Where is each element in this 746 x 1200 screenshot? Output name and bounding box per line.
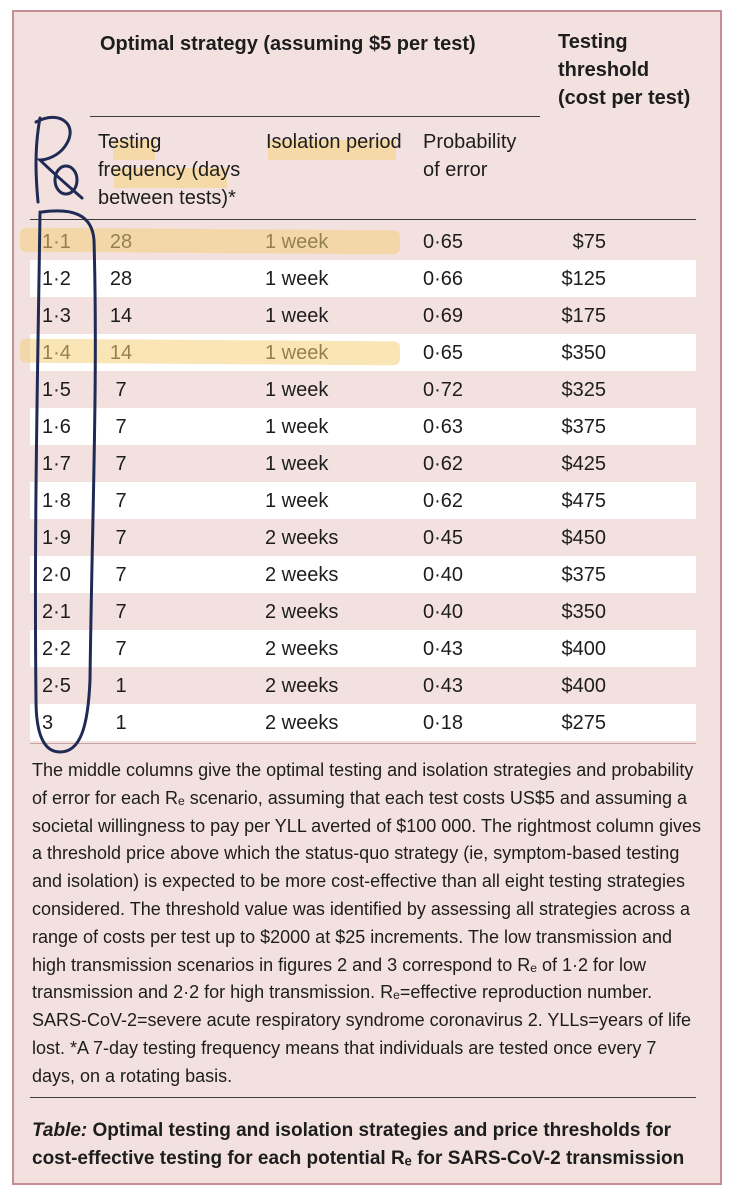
- cell-threshold: $175: [561, 305, 606, 327]
- table-row: [30, 371, 696, 408]
- cell-frequency: 1: [115, 675, 127, 697]
- cell-frequency: 7: [115, 490, 127, 512]
- cell-threshold: $350: [561, 342, 606, 364]
- cell-re: 2·2: [42, 638, 71, 660]
- cell-error: 0·18: [423, 712, 464, 734]
- cell-error: 0·65: [423, 231, 464, 253]
- cell-error: 0·72: [423, 379, 464, 401]
- cell-threshold: $75: [572, 231, 606, 253]
- col-error-line2: of error: [423, 159, 488, 181]
- cell-isolation: 1 week: [265, 379, 329, 401]
- cell-re: 1·5: [42, 379, 71, 401]
- cell-re: 1·9: [42, 527, 71, 549]
- cell-error: 0·40: [423, 601, 464, 623]
- table-row: [30, 297, 696, 334]
- cell-error: 0·43: [423, 638, 464, 660]
- col-freq-line2: frequency (days: [98, 159, 241, 181]
- table-row: [30, 445, 696, 482]
- cell-threshold: $450: [561, 527, 606, 549]
- cell-re: 1·3: [42, 305, 71, 327]
- cell-threshold: $350: [561, 601, 606, 623]
- caption-rule: [30, 1097, 696, 1098]
- cell-error: 0·63: [423, 416, 464, 438]
- cell-error: 0·69: [423, 305, 464, 327]
- cell-error: 0·65: [423, 342, 464, 364]
- col-isolation: Isolation period: [266, 131, 402, 153]
- col-freq-line1: Testing: [98, 131, 162, 153]
- caption-text: Optimal testing and isolation strategies and price thresholds for cost-effective testing for each potential Rₑ for SARS-CoV-2 transmission: [32, 1120, 685, 1169]
- cell-re: 1·7: [42, 453, 71, 475]
- cell-threshold: $325: [561, 379, 606, 401]
- cell-isolation: 1 week: [265, 490, 329, 512]
- cell-error: 0·43: [423, 675, 464, 697]
- cell-re: 1·2: [42, 268, 71, 290]
- cell-threshold: $475: [561, 490, 606, 512]
- cell-re: 2·5: [42, 675, 71, 697]
- cell-error: 0·66: [423, 268, 464, 290]
- row-highlight: [20, 339, 400, 366]
- cell-isolation: 2 weeks: [265, 712, 339, 734]
- cell-threshold: $425: [561, 453, 606, 475]
- cell-isolation: 1 week: [265, 453, 329, 475]
- cell-re: 1·6: [42, 416, 71, 438]
- header-rule: [30, 219, 696, 220]
- table-row: [30, 630, 696, 667]
- cell-error: 0·40: [423, 564, 464, 586]
- cell-frequency: 7: [115, 527, 127, 549]
- threshold-heading-line3: (cost per test): [558, 87, 691, 109]
- cell-error: 0·45: [423, 527, 464, 549]
- table-row: [30, 667, 696, 704]
- subheader-rule: [90, 116, 540, 117]
- cell-re: 1·8: [42, 490, 71, 512]
- cell-frequency: 7: [115, 379, 127, 401]
- threshold-heading-line1: Testing: [558, 31, 628, 53]
- cell-error: 0·62: [423, 490, 464, 512]
- cell-isolation: 2 weeks: [265, 675, 339, 697]
- threshold-heading-line2: threshold: [558, 59, 650, 81]
- table-row: [30, 519, 696, 556]
- table-row: [30, 482, 696, 519]
- row-highlight: [20, 228, 400, 255]
- cell-frequency: 7: [115, 453, 127, 475]
- cell-threshold: $400: [561, 638, 606, 660]
- cell-isolation: 2 weeks: [265, 638, 339, 660]
- cell-isolation: 2 weeks: [265, 601, 339, 623]
- col-freq-line3: between tests)*: [98, 187, 236, 209]
- cell-isolation: 1 week: [265, 305, 329, 327]
- cell-threshold: $400: [561, 675, 606, 697]
- cell-frequency: 14: [109, 305, 133, 327]
- cell-re: 3: [42, 712, 54, 734]
- cell-frequency: 7: [115, 416, 127, 438]
- table-row: [30, 556, 696, 593]
- table-row: [30, 260, 696, 297]
- table-footnote: The middle columns give the optimal testing and isolation strategies and probability of error for each Rₑ scenario, assuming that each test costs US$5 and assuming a societal willingness to pay per YLL averted of $100 000. The rightmost column gives a threshold price above which the status-quo strategy (ie, symptom-based testing and isolation) is expected to be more cost-effective than all eight testing strategies considered. The threshold value was identified by assessing all strategies across a range of costs per test up to $2000 at $25 increments. The low transmission and high transmission scenarios in figures 2 and 3 correspond to Rₑ of 1·2 for low transmission and 2·2 for high transmission. Rₑ=effective reproduction number. SARS-CoV-2=severe acute respiratory syndrome coronavirus 2. YLLs=years of life lost. *A 7-day testing frequency means that individuals are tested once every 7 days, on a rotating basis.: [32, 760, 702, 1086]
- table-row: [30, 593, 696, 630]
- col-error-line1: Probability: [423, 131, 517, 153]
- cell-threshold: $125: [561, 268, 606, 290]
- caption-label: Table:: [32, 1120, 88, 1141]
- cell-error: 0·62: [423, 453, 464, 475]
- table-caption: [32, 1117, 702, 1173]
- cell-threshold: $375: [561, 416, 606, 438]
- cell-re: 2·1: [42, 601, 71, 623]
- table-row: [30, 704, 696, 741]
- cell-frequency: 7: [115, 601, 127, 623]
- cell-isolation: 2 weeks: [265, 527, 339, 549]
- cell-frequency: 1: [115, 712, 127, 734]
- cell-frequency: 7: [115, 638, 127, 660]
- cell-threshold: $275: [561, 712, 606, 734]
- table-bottom-rule: [30, 743, 696, 744]
- cell-isolation: 1 week: [265, 268, 329, 290]
- cell-re: 2·0: [42, 564, 71, 586]
- optimal-strategy-heading: Optimal strategy (assuming $5 per test): [100, 33, 476, 55]
- cell-threshold: $375: [561, 564, 606, 586]
- cell-isolation: 1 week: [265, 416, 329, 438]
- table-row: [30, 408, 696, 445]
- cell-frequency: 28: [109, 268, 133, 290]
- cell-frequency: 7: [115, 564, 127, 586]
- cell-isolation: 2 weeks: [265, 564, 339, 586]
